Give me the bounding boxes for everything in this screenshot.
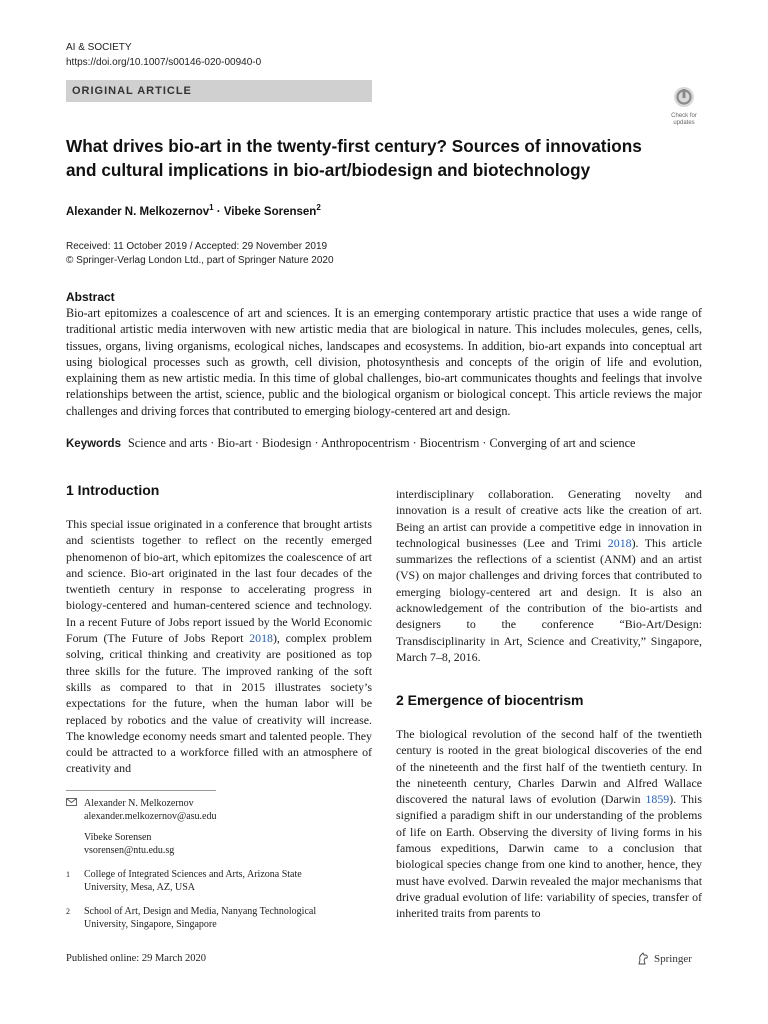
check-for-updates-icon xyxy=(673,86,695,108)
publisher-logo xyxy=(636,952,692,966)
affiliation-marker: 1 xyxy=(209,203,214,212)
title-line-1: What drives bio-art in the twenty-first century? Sources of innovations xyxy=(66,136,642,156)
introduction-continuation-paragraph xyxy=(396,486,702,665)
article-type-banner: ORIGINAL ARTICLE xyxy=(66,80,372,102)
publication-dates xyxy=(66,240,334,268)
contact-name: Vibeke Sorensen xyxy=(84,832,152,843)
springer-horse-icon xyxy=(636,952,650,966)
section-heading-biocentrism: 2 Emergence of biocentrism xyxy=(396,692,584,708)
affiliation-marker: 2 xyxy=(316,203,321,212)
paragraph-text: ). This article summarizes the reflections of a scientist (ANM) and an artist (VS) on major challenges and driving forces that contributed to emerging biology-centered art and design. It is also an acknowledgement of the contribution of the bio-artists and designers to the conference “Bio-Art/Design: Transdisciplinarity in Art, Science and Creativity,” Singapore, March 7–8, 2016. xyxy=(396,535,702,664)
check-for-updates-badge[interactable] xyxy=(664,86,704,124)
abstract-text: Bio-art epitomizes a coalescence of art and sciences. It is an emerging contemporary artistic practice that uses a wide range of traditional artistic media interwoven with new artistic media that are biological in nature. This includes molecules, genes, cells, tissues, organs, living organisms, ecological niches, landscapes and ecosystems. In addition, bio-art expands into conceptual art using biological processes such as growth, cell division, photosynthesis and concepts of the origin of life and evolution, explaining them as new artistic media. In this time of global challenges, bio-art communicates thoughts and feelings that involve relationships between the artist, science, public and the biological organism or biological concept. This article reviews the major challenges and driving forces that contributed to emerging biology-centered art and design. xyxy=(66,306,702,418)
envelope-icon xyxy=(66,798,84,857)
article-title xyxy=(66,134,706,182)
keywords-list: Science and arts · Bio-art · Biodesign · Anthropocentrism · Biocentrism · Converging of art and science xyxy=(128,436,636,450)
footnote-divider xyxy=(66,790,216,791)
paragraph-text: interdisciplinary collaboration. Generating novelty and innovation is a result of creative acts like the creation of art. Being an artist can provide a competitive edge in innovation in technological businesses (Lee and Trimi xyxy=(396,487,702,550)
affiliation-text: College of Integrated Sciences and Arts, Arizona State xyxy=(84,869,302,880)
citation-link[interactable]: 1859 xyxy=(645,792,670,807)
biocentrism-paragraph xyxy=(396,726,702,922)
check-for-updates-line2: updates xyxy=(673,120,695,126)
check-for-updates-line1: Check for xyxy=(671,113,697,119)
journal-info xyxy=(66,40,261,70)
contact-email[interactable]: alexander.melkozernov@asu.edu xyxy=(84,810,217,822)
footnotes xyxy=(66,798,366,931)
publisher-name: Springer xyxy=(654,953,692,965)
section-heading-introduction: 1 Introduction xyxy=(66,482,160,498)
introduction-paragraph xyxy=(66,516,372,777)
doi-link[interactable]: https://doi.org/10.1007/s00146-020-00940-0 xyxy=(66,57,262,68)
paragraph-text: ). This signified a paradigm shift in our understanding of the problems of life on Earth. Observing the diversity of living forms in his famous expeditions, Darwin came to a conclusion that biological species change from one kind to another, hence, they must have evolved. Darwin revealed the major mechanisms that drive gradual evolution of life: variability of species, transfer of inherited traits from parents to xyxy=(396,792,702,921)
citation-link[interactable]: 2018 xyxy=(607,535,632,550)
paragraph-text: The biological revolution of the second half of the twentieth century is rooted in the great biological discoveries of the end of the nineteenth and the first half of the twentieth century. In the nineteenth century, Charles Darwin and Alfred Wallace discovered the natural laws of evolution (Darwin xyxy=(396,727,702,807)
published-online-date: Published online: 29 March 2020 xyxy=(66,953,206,964)
title-line-2: and cultural implications in bio-art/biodesign and biotechnology xyxy=(66,160,591,180)
copyright-line: © Springer-Verlag London Ltd., part of Springer Nature 2020 xyxy=(66,255,334,266)
author-name[interactable]: Alexander N. Melkozernov xyxy=(66,205,210,218)
author-list xyxy=(66,203,321,218)
affiliation-number: 1 xyxy=(66,870,70,879)
affiliation-2 xyxy=(66,906,366,931)
author-separator: · xyxy=(213,205,224,218)
contact-email[interactable]: vsorensen@ntu.edu.sg xyxy=(84,844,175,856)
abstract-heading: Abstract xyxy=(66,290,115,304)
affiliation-text: University, Mesa, AZ, USA xyxy=(84,881,196,893)
citation-link[interactable]: 2018 xyxy=(249,631,273,646)
affiliation-number: 2 xyxy=(66,907,70,916)
keywords-line xyxy=(66,436,706,451)
journal-name: AI & SOCIETY xyxy=(66,42,132,53)
received-accepted-dates: Received: 11 October 2019 / Accepted: 29 November 2019 xyxy=(66,241,328,252)
affiliation-text: School of Art, Design and Media, Nanyang Technological xyxy=(84,906,317,917)
affiliation-1 xyxy=(66,869,366,894)
author-name[interactable]: Vibeke Sorensen xyxy=(223,205,317,218)
paragraph-text: ), complex problem solving, critical thinking and creativity are positioned as top three skills for the future. The improved ranking of the soft skills as compared to that in 2015 illustrates society’s expectations for the future, when the human labor will be replaced by robotics and the value of creativity will increase. The knowledge economy needs smart and talented people. They could be attracted to a workforce filled with an atmosphere of creativity and xyxy=(66,631,372,776)
corresponding-author-contact xyxy=(66,798,366,857)
affiliation-text: University, Singapore, Singapore xyxy=(84,918,217,930)
paragraph-text: This special issue originated in a conference that brought artists and scientists together to reflect on the recently emerged phenomenon of bio-art, which epitomizes the coalescence of art and science. Bio-art originated in the last four decades of the twentieth century in response to accelerating progress in biology-centered and human-centered science and technology. In a recent Future of Jobs report issued by the World Economic Forum (The Future of Jobs Report xyxy=(66,517,372,646)
contact-name: Alexander N. Melkozernov xyxy=(84,798,194,809)
keywords-label: Keywords xyxy=(66,438,121,450)
